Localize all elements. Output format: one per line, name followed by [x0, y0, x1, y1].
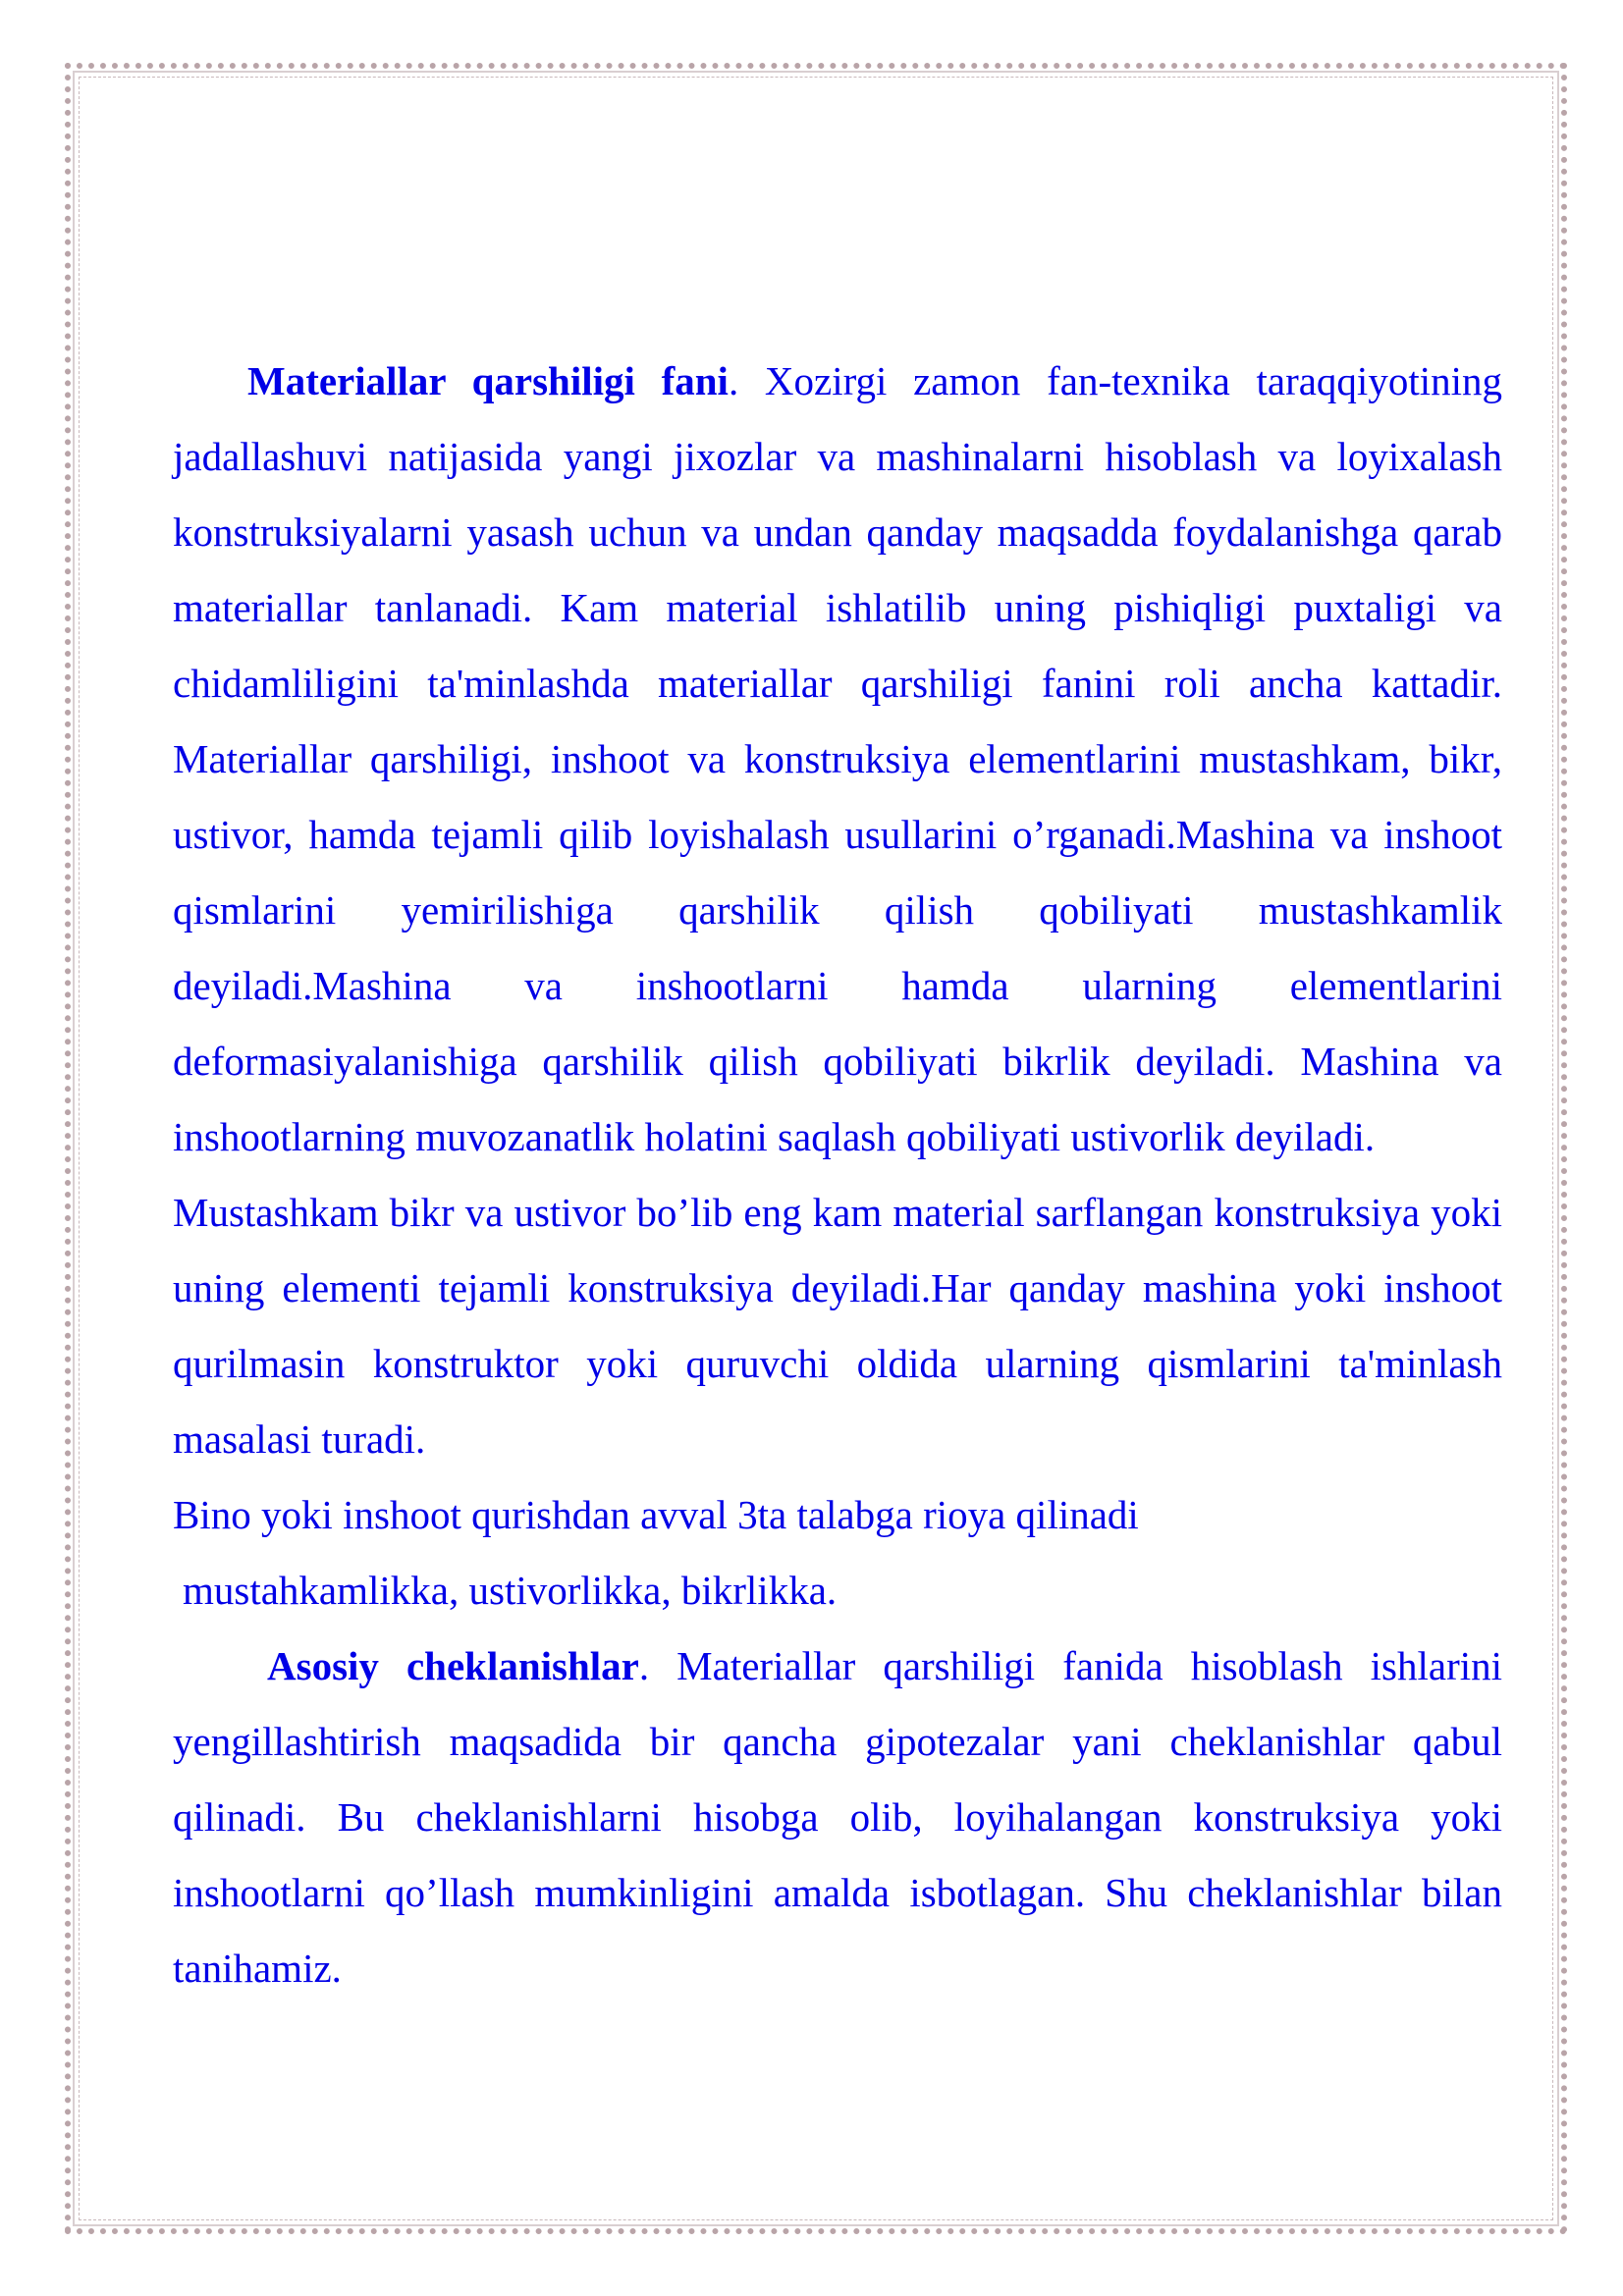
- heading-punctuation: .: [728, 358, 739, 403]
- paragraph-materials-resistance-text: Xozirgi zamon fan-texnika taraqqiyotining jadallashuvi natijasida yangi jixozlar va mashinalarni hisoblash va loyixalash konstruksiyalarni yasash uchun va undan qanday maqsadda foydalanishga qarab materiallar tanlanadi. Kam material ishlatilib uning pishiqligi puxtaligi va chidamliligini ta'minlashda materiallar qarshiligi fanini roli ancha kattadir. Materiallar qarshiligi, inshoot va konstruksiya elementlarini mustashkam, bikr, ustivor, hamda tejamli qilib loyishalash usullarini o’rganadi.Mashina va inshoot qismlarini yemirilishiga qarshilik qilish qobiliyati mustashkamlik deyiladi.Mashina va inshootlarni hamda ularning elementlarini deformasiyalanishiga qarshilik qilish qobiliyati bikrlik deyiladi. Mashina va inshootlarning muvozanatlik holatini saqlash qobiliyati ustivorlik deyiladi.: [173, 358, 1502, 1159]
- paragraph-materials-resistance: [173, 344, 1502, 1175]
- paragraph-basic-assumptions-text: . Materiallar qarshiligi fanida hisoblash ishlarini yengillashtirish maqsadida bir qancha gipotezalar yani cheklanishlar qabul qilinadi. Bu cheklanishlarni hisobga olib, loyihalangan konstruksiya yoki inshootlarni qo’llash mumkinligini amalda isbotlagan. Shu cheklanishlar bilan tanihamiz.: [173, 1643, 1503, 1991]
- paragraph-economical-construction: Mustashkam bikr va ustivor bo’lib eng kam material sarflangan konstruksiya yoki uning elementi tejamli konstruksiya deyiladi.Har qanday mashina yoki inshoot qurilmasin konstruktor yoki quruvchi oldida ularning qismlarini ta'minlash masalasi turadi.: [173, 1190, 1502, 1462]
- paragraph-three-requirements: Bino yoki inshoot qurishdan avval 3ta talabga rioya qilinadi: [173, 1492, 1139, 1537]
- paragraph-requirements-list: mustahkamlikka, ustivorlikka, bikrlikka.: [183, 1568, 838, 1613]
- heading-materials-resistance: Materiallar qarshiligi fani: [247, 358, 729, 403]
- heading-basic-assumptions: Asosiy cheklanishlar: [267, 1643, 639, 1688]
- paragraph-basic-assumptions: [173, 1629, 1502, 2006]
- document-body: [173, 344, 1502, 2006]
